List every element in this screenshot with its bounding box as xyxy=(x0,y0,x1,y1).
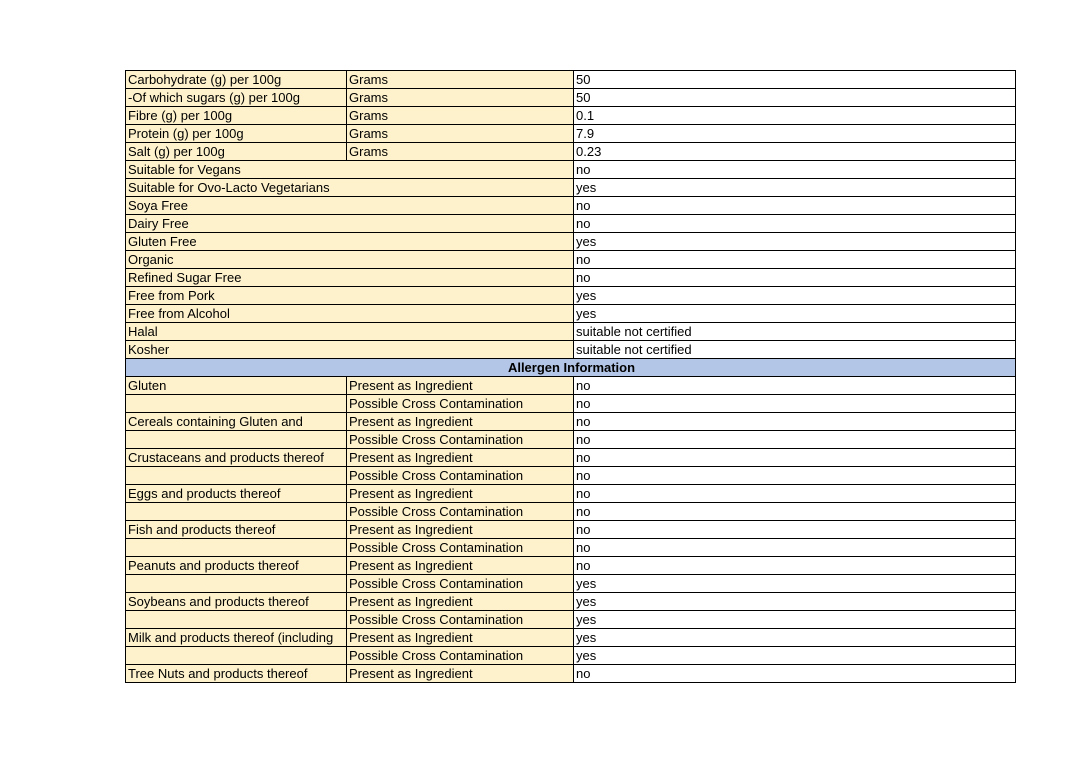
allergen-value: no xyxy=(574,431,1016,449)
allergen-section-header: Allergen Information xyxy=(126,359,1016,377)
allergen-value: no xyxy=(574,503,1016,521)
allergen-value: no xyxy=(574,539,1016,557)
allergen-name: Gluten xyxy=(126,377,347,395)
nutrition-label: Protein (g) per 100g xyxy=(126,125,347,143)
diet-label: Free from Pork xyxy=(126,287,574,305)
allergen-name xyxy=(126,467,347,485)
allergen-name: Crustaceans and products thereof xyxy=(126,449,347,467)
allergen-row xyxy=(126,413,1016,431)
diet-row xyxy=(126,179,1016,197)
allergen-type: Present as Ingredient xyxy=(347,413,574,431)
diet-value: yes xyxy=(574,233,1016,251)
diet-row xyxy=(126,215,1016,233)
allergen-name: Soybeans and products thereof xyxy=(126,593,347,611)
diet-value: no xyxy=(574,161,1016,179)
allergen-row xyxy=(126,395,1016,413)
allergen-type: Present as Ingredient xyxy=(347,485,574,503)
nutrition-label: Carbohydrate (g) per 100g xyxy=(126,71,347,89)
allergen-name: Eggs and products thereof xyxy=(126,485,347,503)
allergen-row xyxy=(126,377,1016,395)
allergen-value: no xyxy=(574,521,1016,539)
allergen-name: Milk and products thereof (including xyxy=(126,629,347,647)
allergen-row xyxy=(126,431,1016,449)
nutrition-label: Salt (g) per 100g xyxy=(126,143,347,161)
allergen-type: Present as Ingredient xyxy=(347,377,574,395)
allergen-name xyxy=(126,431,347,449)
diet-value: no xyxy=(574,269,1016,287)
diet-row xyxy=(126,269,1016,287)
allergen-row xyxy=(126,449,1016,467)
allergen-value: yes xyxy=(574,647,1016,665)
allergen-row xyxy=(126,647,1016,665)
allergen-value: no xyxy=(574,485,1016,503)
diet-row xyxy=(126,197,1016,215)
allergen-row xyxy=(126,575,1016,593)
allergen-value: no xyxy=(574,557,1016,575)
allergen-value: no xyxy=(574,449,1016,467)
allergen-row xyxy=(126,629,1016,647)
allergen-name xyxy=(126,503,347,521)
allergen-row xyxy=(126,467,1016,485)
spec-sheet-body xyxy=(126,71,1016,683)
diet-label: Organic xyxy=(126,251,574,269)
allergen-type: Present as Ingredient xyxy=(347,449,574,467)
allergen-type: Possible Cross Contamination xyxy=(347,431,574,449)
allergen-name xyxy=(126,575,347,593)
diet-label: Free from Alcohol xyxy=(126,305,574,323)
diet-value: yes xyxy=(574,179,1016,197)
diet-row xyxy=(126,233,1016,251)
diet-label: Suitable for Ovo-Lacto Vegetarians xyxy=(126,179,574,197)
allergen-type: Possible Cross Contamination xyxy=(347,503,574,521)
allergen-type: Possible Cross Contamination xyxy=(347,647,574,665)
allergen-row xyxy=(126,557,1016,575)
allergen-header-row xyxy=(126,359,1016,377)
nutrition-unit: Grams xyxy=(347,143,574,161)
allergen-name xyxy=(126,539,347,557)
diet-row xyxy=(126,323,1016,341)
allergen-type: Present as Ingredient xyxy=(347,629,574,647)
diet-label: Halal xyxy=(126,323,574,341)
allergen-value: no xyxy=(574,467,1016,485)
allergen-value: no xyxy=(574,395,1016,413)
diet-label: Refined Sugar Free xyxy=(126,269,574,287)
allergen-name: Peanuts and products thereof xyxy=(126,557,347,575)
allergen-row xyxy=(126,521,1016,539)
diet-value: suitable not certified xyxy=(574,323,1016,341)
nutrition-row xyxy=(126,143,1016,161)
nutrition-label: Fibre (g) per 100g xyxy=(126,107,347,125)
allergen-type: Possible Cross Contamination xyxy=(347,611,574,629)
nutrition-value: 0.1 xyxy=(574,107,1016,125)
diet-row xyxy=(126,305,1016,323)
diet-label: Suitable for Vegans xyxy=(126,161,574,179)
diet-row xyxy=(126,287,1016,305)
allergen-row xyxy=(126,611,1016,629)
diet-row xyxy=(126,251,1016,269)
allergen-name xyxy=(126,395,347,413)
nutrition-value: 7.9 xyxy=(574,125,1016,143)
diet-value: suitable not certified xyxy=(574,341,1016,359)
nutrition-value: 50 xyxy=(574,89,1016,107)
diet-label: Soya Free xyxy=(126,197,574,215)
allergen-type: Present as Ingredient xyxy=(347,521,574,539)
allergen-row xyxy=(126,665,1016,683)
allergen-row xyxy=(126,539,1016,557)
allergen-type: Possible Cross Contamination xyxy=(347,395,574,413)
diet-label: Gluten Free xyxy=(126,233,574,251)
allergen-value: no xyxy=(574,665,1016,683)
allergen-type: Possible Cross Contamination xyxy=(347,575,574,593)
nutrition-row xyxy=(126,107,1016,125)
allergen-name xyxy=(126,611,347,629)
allergen-value: yes xyxy=(574,593,1016,611)
allergen-type: Present as Ingredient xyxy=(347,665,574,683)
nutrition-value: 50 xyxy=(574,71,1016,89)
diet-value: no xyxy=(574,251,1016,269)
diet-label: Dairy Free xyxy=(126,215,574,233)
nutrition-unit: Grams xyxy=(347,71,574,89)
diet-row xyxy=(126,161,1016,179)
allergen-value: yes xyxy=(574,629,1016,647)
nutrition-row xyxy=(126,89,1016,107)
diet-value: no xyxy=(574,215,1016,233)
allergen-name xyxy=(126,647,347,665)
nutrition-unit: Grams xyxy=(347,107,574,125)
allergen-row xyxy=(126,485,1016,503)
nutrition-row xyxy=(126,125,1016,143)
allergen-name: Cereals containing Gluten and xyxy=(126,413,347,431)
diet-row xyxy=(126,341,1016,359)
allergen-value: yes xyxy=(574,575,1016,593)
diet-value: no xyxy=(574,197,1016,215)
allergen-row xyxy=(126,593,1016,611)
allergen-type: Possible Cross Contamination xyxy=(347,467,574,485)
nutrition-label: -Of which sugars (g) per 100g xyxy=(126,89,347,107)
allergen-value: no xyxy=(574,377,1016,395)
allergen-value: no xyxy=(574,413,1016,431)
diet-value: yes xyxy=(574,305,1016,323)
diet-value: yes xyxy=(574,287,1016,305)
spec-sheet-table xyxy=(125,70,1016,683)
nutrition-value: 0.23 xyxy=(574,143,1016,161)
allergen-type: Present as Ingredient xyxy=(347,593,574,611)
diet-label: Kosher xyxy=(126,341,574,359)
nutrition-row xyxy=(126,71,1016,89)
allergen-row xyxy=(126,503,1016,521)
nutrition-unit: Grams xyxy=(347,125,574,143)
allergen-value: yes xyxy=(574,611,1016,629)
nutrition-unit: Grams xyxy=(347,89,574,107)
allergen-name: Fish and products thereof xyxy=(126,521,347,539)
allergen-type: Present as Ingredient xyxy=(347,557,574,575)
allergen-name: Tree Nuts and products thereof xyxy=(126,665,347,683)
allergen-type: Possible Cross Contamination xyxy=(347,539,574,557)
